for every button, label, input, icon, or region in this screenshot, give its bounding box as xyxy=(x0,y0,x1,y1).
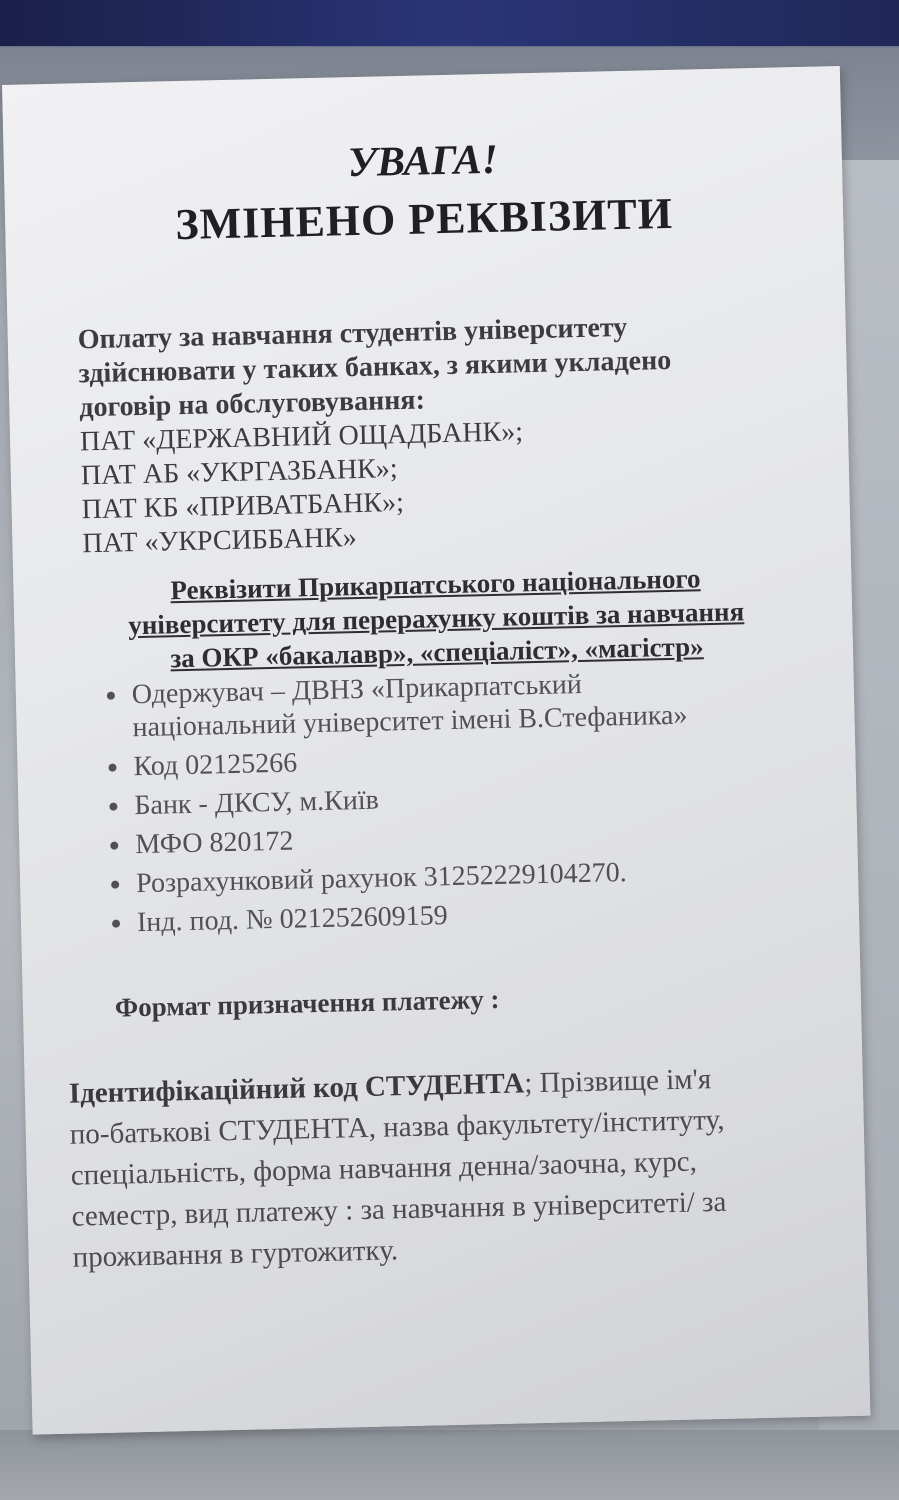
recipient-line: • Одержувач – ДВНЗ «Прикарпатський xyxy=(131,669,583,711)
bank-oschadbank: ПАТ «ДЕРЖАВНИЙ ОЩАДБАНК»; xyxy=(79,416,524,458)
requisite-code: • Код 02125266 xyxy=(131,734,852,783)
intro-line: Оплату за навчання студентів університету xyxy=(77,311,628,356)
bank-ukrgasbank: ПАТ АБ «УКРГАЗБАНК»; xyxy=(80,453,398,492)
background-top-strip xyxy=(0,0,899,46)
requisite-tax-id: • Інд. под. № 021252609159 xyxy=(135,890,856,939)
purpose-line-5: проживання в гуртожитку. xyxy=(72,1234,399,1274)
requisites-list xyxy=(86,662,856,946)
requisites-heading-line: університету для перерахунку коштів за навчання xyxy=(127,596,745,641)
notice-title-changed: ЗМІНЕНО РЕКВІЗИТИ xyxy=(174,188,674,250)
payment-format-heading: Формат призначення платежу : xyxy=(114,983,500,1023)
purpose-rest: ; Прізвище ім'я xyxy=(523,1063,712,1100)
background-bottom xyxy=(0,1430,899,1500)
requisite-account: • Розрахунковий рахунок 31252229104270. xyxy=(134,851,855,900)
intro-line: договір на обслуговування: xyxy=(78,384,426,424)
requisites-heading-line: Реквізити Прикарпатського національного xyxy=(170,563,701,606)
requisite-mfo: • МФО 820172 xyxy=(133,812,854,861)
requisite-recipient xyxy=(129,662,850,744)
requisites-heading-line: за ОКР «бакалавр», «спеціаліст», «магістр» xyxy=(170,631,704,674)
notice-title-attention: УВАГА! xyxy=(347,136,499,187)
intro-line: здійснювати у таких банках, з якими укладено xyxy=(78,344,672,390)
payment-purpose-text xyxy=(68,1056,862,1279)
requisites-heading xyxy=(75,559,797,677)
intro-paragraph xyxy=(77,307,802,561)
notice-paper xyxy=(2,66,870,1435)
purpose-line-2: по-батькові СТУДЕНТА, назва факультету/інституту, xyxy=(69,1103,725,1151)
bank-privatbank: ПАТ КБ «ПРИВАТБАНК»; xyxy=(81,486,405,526)
recipient-line: національний університет імені В.Стефаника» xyxy=(132,699,688,744)
bank-ukrsibbank: ПАТ «УКРСИББАНК» xyxy=(82,522,358,560)
purpose-line-4: семестр, вид платежу : за навчання в університеті/ за xyxy=(71,1185,727,1233)
purpose-line-3: спеціальність, форма навчання денна/заочна, курс, xyxy=(70,1145,698,1192)
requisite-bank: • Банк - ДКСУ, м.Київ xyxy=(132,773,853,822)
purpose-bold-part: Ідентифікаційний код СТУДЕНТА xyxy=(68,1067,525,1110)
